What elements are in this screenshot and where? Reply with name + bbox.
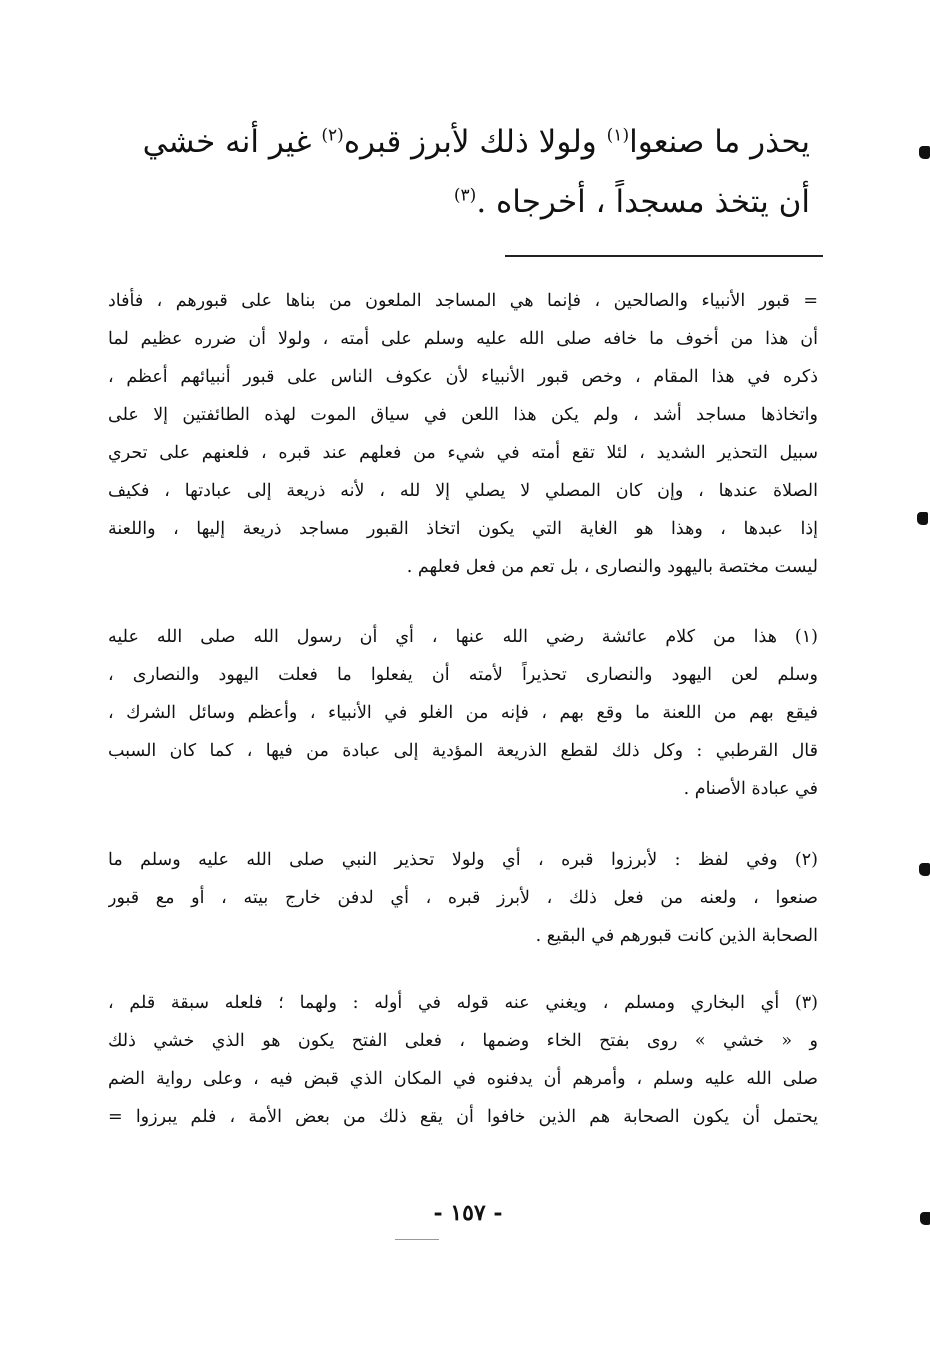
main-text-segment: أن يتخذ مسجداً ، أخرجاه . xyxy=(476,184,810,220)
footnote-continuation-line: ليست مختصة باليهود والنصارى ، بل تعم من فعل فعلهم . xyxy=(406,557,818,577)
footnote-3-line: و « خشي » روى بفتح الخاء وضمها ، فعلى الفتح يكون هو الذي خشي ذلك xyxy=(108,1031,818,1051)
footnote-continuation-line: ذكره في هذا المقام ، وخص قبور الأنبياء لأن عكوف الناس على قبور أنبيائهم أعظم ، xyxy=(108,367,818,387)
footnote-ref-1: (١) xyxy=(606,125,630,146)
main-text-segment: يحذر ما صنعوا xyxy=(629,124,810,160)
footnote-continuation-line: سبيل التحذير الشديد ، لئلا تقع أمته في شيء من فعلهم عند قبره ، فلعنهم على تحري xyxy=(108,443,818,463)
main-text-segment: ولولا ذلك لأبرز قبره xyxy=(343,124,607,160)
footnote-3-line: صلى الله عليه وسلم ، وأمرهم أن يدفنوه في المكان الذي قبض فيه ، وعلى رواية الضم xyxy=(108,1069,818,1089)
footnote-1-line: في عبادة الأصنام . xyxy=(683,779,818,799)
binding-mark xyxy=(919,146,930,159)
footnote-1-line: وسلم لعن اليهود والنصارى تحذيراً لأمته أن يفعلوا ما فعلت اليهود والنصارى ، xyxy=(108,665,818,685)
footnote-2-line: صنعوا ، ولعنه من فعل ذلك ، لأبرز قبره ، أي لدفن خارج بيته ، أو مع قبور xyxy=(108,888,818,908)
binding-mark xyxy=(919,863,930,876)
footnote-1-line: قال القرطبي : وكل ذلك لقطع الذريعة المؤدية إلى عبادة من فيها ، كما كان السبب xyxy=(108,741,818,761)
main-text-line-1 xyxy=(106,120,810,166)
footnote-ref-3: (٣) xyxy=(453,185,477,206)
footnote-continuation-line: إذا عبدها ، وهذا هو الغاية التي يكون اتخاذ القبور مساجد ذريعة إليها ، واللعنة xyxy=(108,519,818,539)
footnote-continuation-line: = قبور الأنبياء والصالحين ، فإنما هي المساجد الملعون من بناها على قبورهم ، فأفاد xyxy=(108,291,818,311)
footnote-continuation-line: أن هذا من أخوف ما خافه صلى الله عليه وسلم على أمته ، ولولا أن ضرره عظيم لما xyxy=(108,329,818,349)
page-number: - ١٥٧ - xyxy=(433,1200,503,1226)
footnote-1-line: فيقع بهم من اللعنة ما وقع بهم ، فإنه من الغلو في الأنبياء ، وأعظم وسائل الشرك ، xyxy=(108,703,818,723)
footnote-3-line: يحتمل أن يكون الصحابة هم الذين خافوا أن يقع ذلك من بعض الأمة ، فلم يبرزوا = xyxy=(108,1107,818,1127)
binding-mark xyxy=(917,512,928,525)
footnote-2-line: (٢) وفي لفظ : لأبرزوا قبره ، أي ولولا تحذير النبي صلى الله عليه وسلم ما xyxy=(108,850,818,870)
footnote-2-line: الصحابة الذين كانت قبورهم في البقيع . xyxy=(535,926,818,946)
footnote-3-line: (٣) أي البخاري ومسلم ، ويغني عنه قوله في أوله : ولهما ؛ فلعله سبقة قلم ، xyxy=(108,993,818,1013)
binding-mark xyxy=(920,1212,930,1225)
footnote-separator xyxy=(505,255,823,257)
footnote-ref-2: (٢) xyxy=(321,125,344,146)
main-text-line-2 xyxy=(106,180,810,226)
main-text-segment: غير أنه خشي xyxy=(142,124,322,160)
footnote-continuation-line: واتخاذها مساجد أشد ، ولم يكن هذا اللعن في سياق الموت لهذه الطائفتين إلا على xyxy=(108,405,818,425)
scan-divider xyxy=(395,1239,439,1240)
footnote-continuation-line: الصلاة عندها ، وإن كان المصلي لا يصلي إلا لله ، لأنه ذريعة إلى عبادتها ، فكيف xyxy=(108,481,818,501)
footnote-1-line: (١) هذا من كلام عائشة رضي الله عنها ، أي أن رسول الله صلى الله عليه xyxy=(108,627,818,647)
